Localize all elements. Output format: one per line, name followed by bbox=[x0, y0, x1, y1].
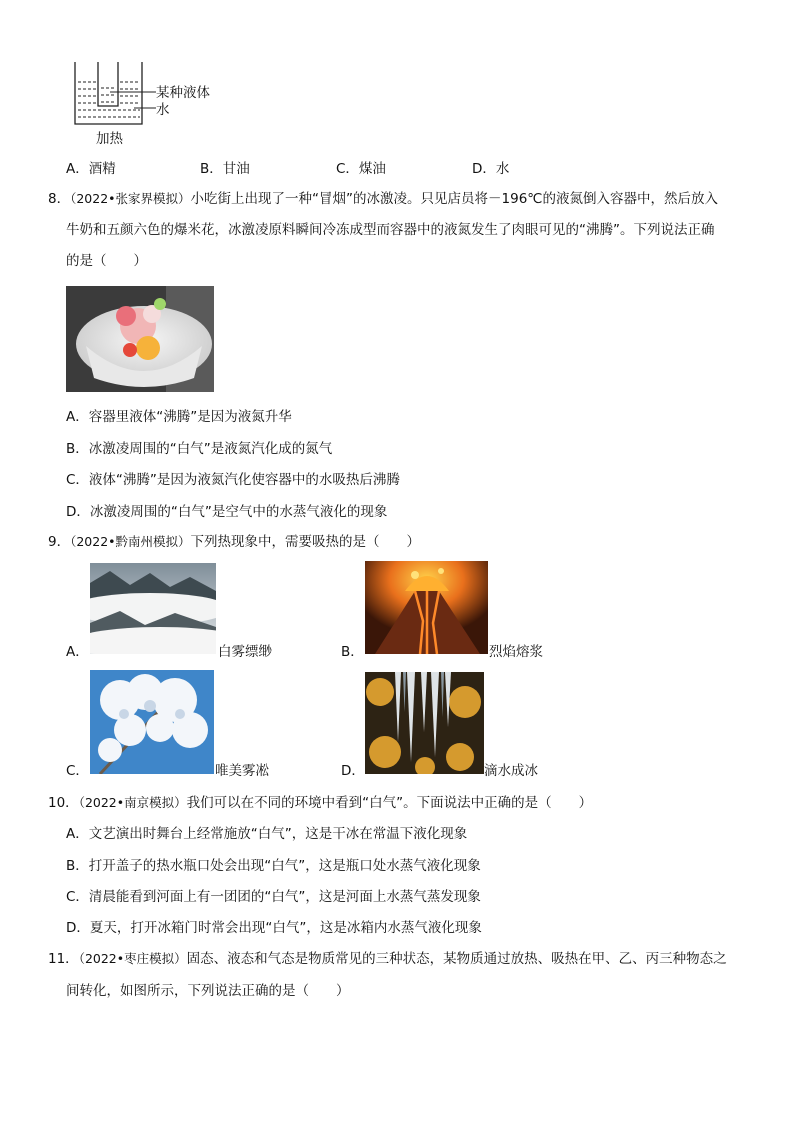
q9-option-d-letter: D． bbox=[341, 763, 365, 779]
q8-option-d: D．冰激凌周围的“白气”是空气中的水蒸气液化的现象 bbox=[66, 504, 388, 520]
q10-option-b: B．打开盖子的热水瓶口处会出现“白气”，这是瓶口处水蒸气液化现象 bbox=[66, 858, 481, 874]
rime-photo bbox=[90, 670, 214, 774]
q9-text: 下列热现象中，需要吸热的是（ ） bbox=[190, 534, 421, 550]
q11-source: （2022•枣庄模拟） bbox=[78, 951, 187, 966]
q11-number: 11． bbox=[48, 951, 79, 967]
heat-label: 加热 bbox=[96, 131, 123, 147]
water-label: 水 bbox=[156, 102, 170, 118]
q11-stem-line1 bbox=[48, 950, 727, 968]
q7-option-a: A．酒精 bbox=[66, 161, 116, 177]
q9-source: （2022•黔南州模拟） bbox=[70, 534, 191, 549]
q10-stem bbox=[48, 794, 592, 812]
q10-option-c: C．清晨能看到河面上有一团团的“白气”，这是河面上水蒸气蒸发现象 bbox=[66, 889, 481, 905]
q10-number: 10． bbox=[48, 795, 79, 811]
beaker-diagram bbox=[70, 62, 160, 128]
q7-option-c: C．煤油 bbox=[336, 161, 386, 177]
q8-stem-line3: 的是（ ） bbox=[66, 253, 147, 269]
q9-option-a-text: 白雾缥缈 bbox=[218, 644, 272, 660]
q7-option-b: B．甘油 bbox=[200, 161, 250, 177]
q8-number: 8． bbox=[48, 191, 71, 207]
liquid-label: 某种液体 bbox=[156, 85, 210, 101]
q9-option-b-text: 烈焰熔浆 bbox=[489, 644, 543, 660]
q8-stem-line1 bbox=[48, 190, 718, 208]
q8-stem-line2: 牛奶和五颜六色的爆米花，冰激凌原料瞬间冷冻成型而容器中的液氮发生了肉眼可见的“沸腾”。下列说法正确 bbox=[66, 222, 715, 238]
q8-option-c: C．液体“沸腾”是因为液氮汽化使容器中的水吸热后沸腾 bbox=[66, 472, 400, 488]
q9-option-d-text: 滴水成冰 bbox=[484, 763, 538, 779]
fog-photo bbox=[90, 563, 216, 654]
q9-option-c-text: 唯美雾凇 bbox=[215, 763, 269, 779]
q9-stem bbox=[48, 533, 420, 551]
q9-option-a-letter: A． bbox=[66, 644, 89, 660]
q8-source: （2022•张家界模拟） bbox=[70, 191, 191, 206]
volcano-photo bbox=[365, 561, 488, 654]
q9-option-b-letter: B． bbox=[341, 644, 364, 660]
q8-text1: 小吃街上出现了一种“冒烟”的冰激凌。只见店员将－196℃的液氮倒入容器中，然后放入 bbox=[190, 191, 718, 207]
q9-option-c-letter: C． bbox=[66, 763, 89, 779]
q10-option-d: D．夏天，打开冰箱门时常会出现“白气”，这是冰箱内水蒸气液化现象 bbox=[66, 920, 482, 936]
icicle-photo bbox=[365, 672, 484, 774]
q8-option-b: B．冰激凌周围的“白气”是液氮汽化成的氮气 bbox=[66, 441, 333, 457]
q8-option-a: A．容器里液体“沸腾”是因为液氮升华 bbox=[66, 409, 292, 425]
q10-text: 我们可以在不同的环境中看到“白气”。下面说法中正确的是（ ） bbox=[186, 795, 593, 811]
q10-source: （2022•南京模拟） bbox=[78, 795, 187, 810]
q11-text1: 固态、液态和气态是物质常见的三种状态，某物质通过放热、吸热在甲、乙、丙三种物态之 bbox=[186, 951, 727, 967]
q10-option-a: A．文艺演出时舞台上经常施放“白气”，这是干冰在常温下液化现象 bbox=[66, 826, 468, 842]
q9-number: 9． bbox=[48, 534, 71, 550]
q11-stem-line2: 间转化，如图所示，下列说法正确的是（ ） bbox=[66, 983, 350, 999]
ice-cream-photo bbox=[66, 286, 214, 392]
q7-option-d: D．水 bbox=[472, 161, 510, 177]
